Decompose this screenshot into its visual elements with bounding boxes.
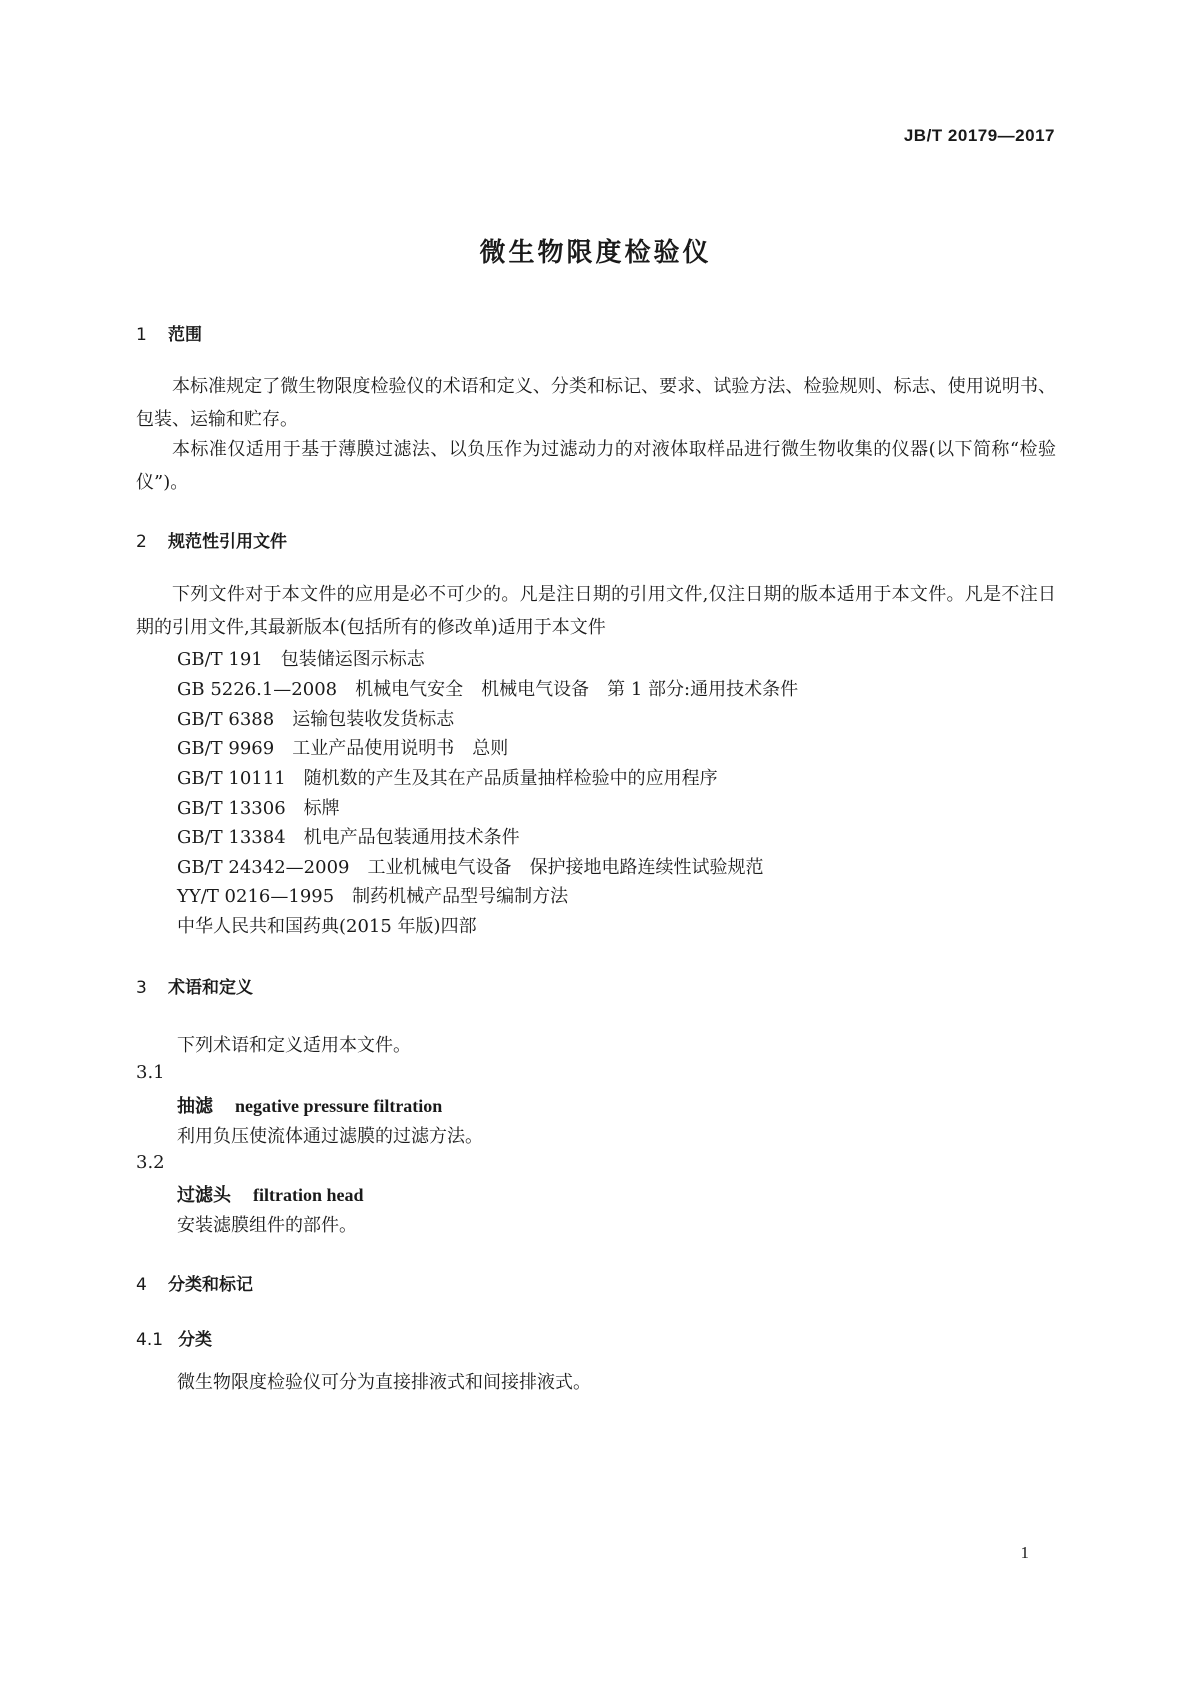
reference-item: GB 5226.1—2008 机械电气安全 机械电气设备 第 1 部分:通用技术条件 <box>177 679 799 700</box>
term-en: filtration head <box>253 1185 364 1205</box>
term-zh: 抽滤 <box>177 1096 213 1117</box>
section-number: 3 <box>136 978 147 998</box>
page-number: 1 <box>1020 1543 1029 1562</box>
section-title: 规范性引用文件 <box>168 532 287 552</box>
reference-item: GB/T 191 包装储运图示标志 <box>177 649 425 670</box>
section-number: 4 <box>136 1275 147 1295</box>
term-heading <box>177 1092 442 1118</box>
section-number: 1 <box>136 325 147 345</box>
paragraph: 本标准仅适用于基于薄膜过滤法、以负压作为过滤动力的对液体取样品进行微生物收集的仪器(以下简称“检验仪”)。 <box>136 439 1056 493</box>
reference-item: GB/T 13306 标牌 <box>177 798 340 819</box>
term-number: 3.1 <box>136 1062 165 1083</box>
subsection-number: 4.1 <box>136 1330 164 1350</box>
reference-item: YY/T 0216—1995 制药机械产品型号编制方法 <box>177 886 569 907</box>
reference-item: GB/T 6388 运输包装收发货标志 <box>177 709 455 730</box>
section-4-heading <box>136 1270 253 1295</box>
section-3-heading <box>136 973 253 998</box>
paragraph: 微生物限度检验仪可分为直接排液式和间接排液式。 <box>177 1372 591 1393</box>
term-definition: 安装滤膜组件的部件。 <box>177 1215 357 1236</box>
reference-item: GB/T 9969 工业产品使用说明书 总则 <box>177 738 509 759</box>
paragraph: 本标准规定了微生物限度检验仪的术语和定义、分类和标记、要求、试验方法、检验规则、标志、使用说明书、包装、运输和贮存。 <box>136 376 1056 430</box>
section-title: 分类和标记 <box>168 1275 253 1295</box>
reference-item: 中华人民共和国药典(2015 年版)四部 <box>177 916 477 937</box>
subsection-4-1-heading <box>136 1325 212 1350</box>
standard-code: JB/T 20179—2017 <box>903 126 1055 145</box>
term-number: 3.2 <box>136 1152 165 1173</box>
section-title: 范围 <box>168 325 202 345</box>
reference-item: GB/T 13384 机电产品包装通用技术条件 <box>177 827 520 848</box>
reference-item: GB/T 24342—2009 工业机械电气设备 保护接地电路连续性试验规范 <box>177 857 764 878</box>
term-zh: 过滤头 <box>177 1185 231 1206</box>
term-heading <box>177 1181 364 1207</box>
section-title: 术语和定义 <box>168 978 253 998</box>
term-en: negative pressure filtration <box>235 1096 443 1116</box>
paragraph: 下列术语和定义适用本文件。 <box>177 1035 411 1056</box>
section-2-heading <box>136 527 287 552</box>
section-number: 2 <box>136 532 147 552</box>
section-1-heading <box>136 320 202 345</box>
reference-item: GB/T 10111 随机数的产生及其在产品质量抽样检验中的应用程序 <box>177 768 718 789</box>
paragraph: 下列文件对于本文件的应用是必不可少的。凡是注日期的引用文件,仅注日期的版本适用于本文件。凡是不注日期的引用文件,其最新版本(包括所有的修改单)适用于本文件 <box>136 584 1056 638</box>
page-title: 微生物限度检验仪 <box>479 238 712 268</box>
term-definition: 利用负压使流体通过滤膜的过滤方法。 <box>177 1126 483 1147</box>
subsection-title: 分类 <box>178 1330 212 1350</box>
